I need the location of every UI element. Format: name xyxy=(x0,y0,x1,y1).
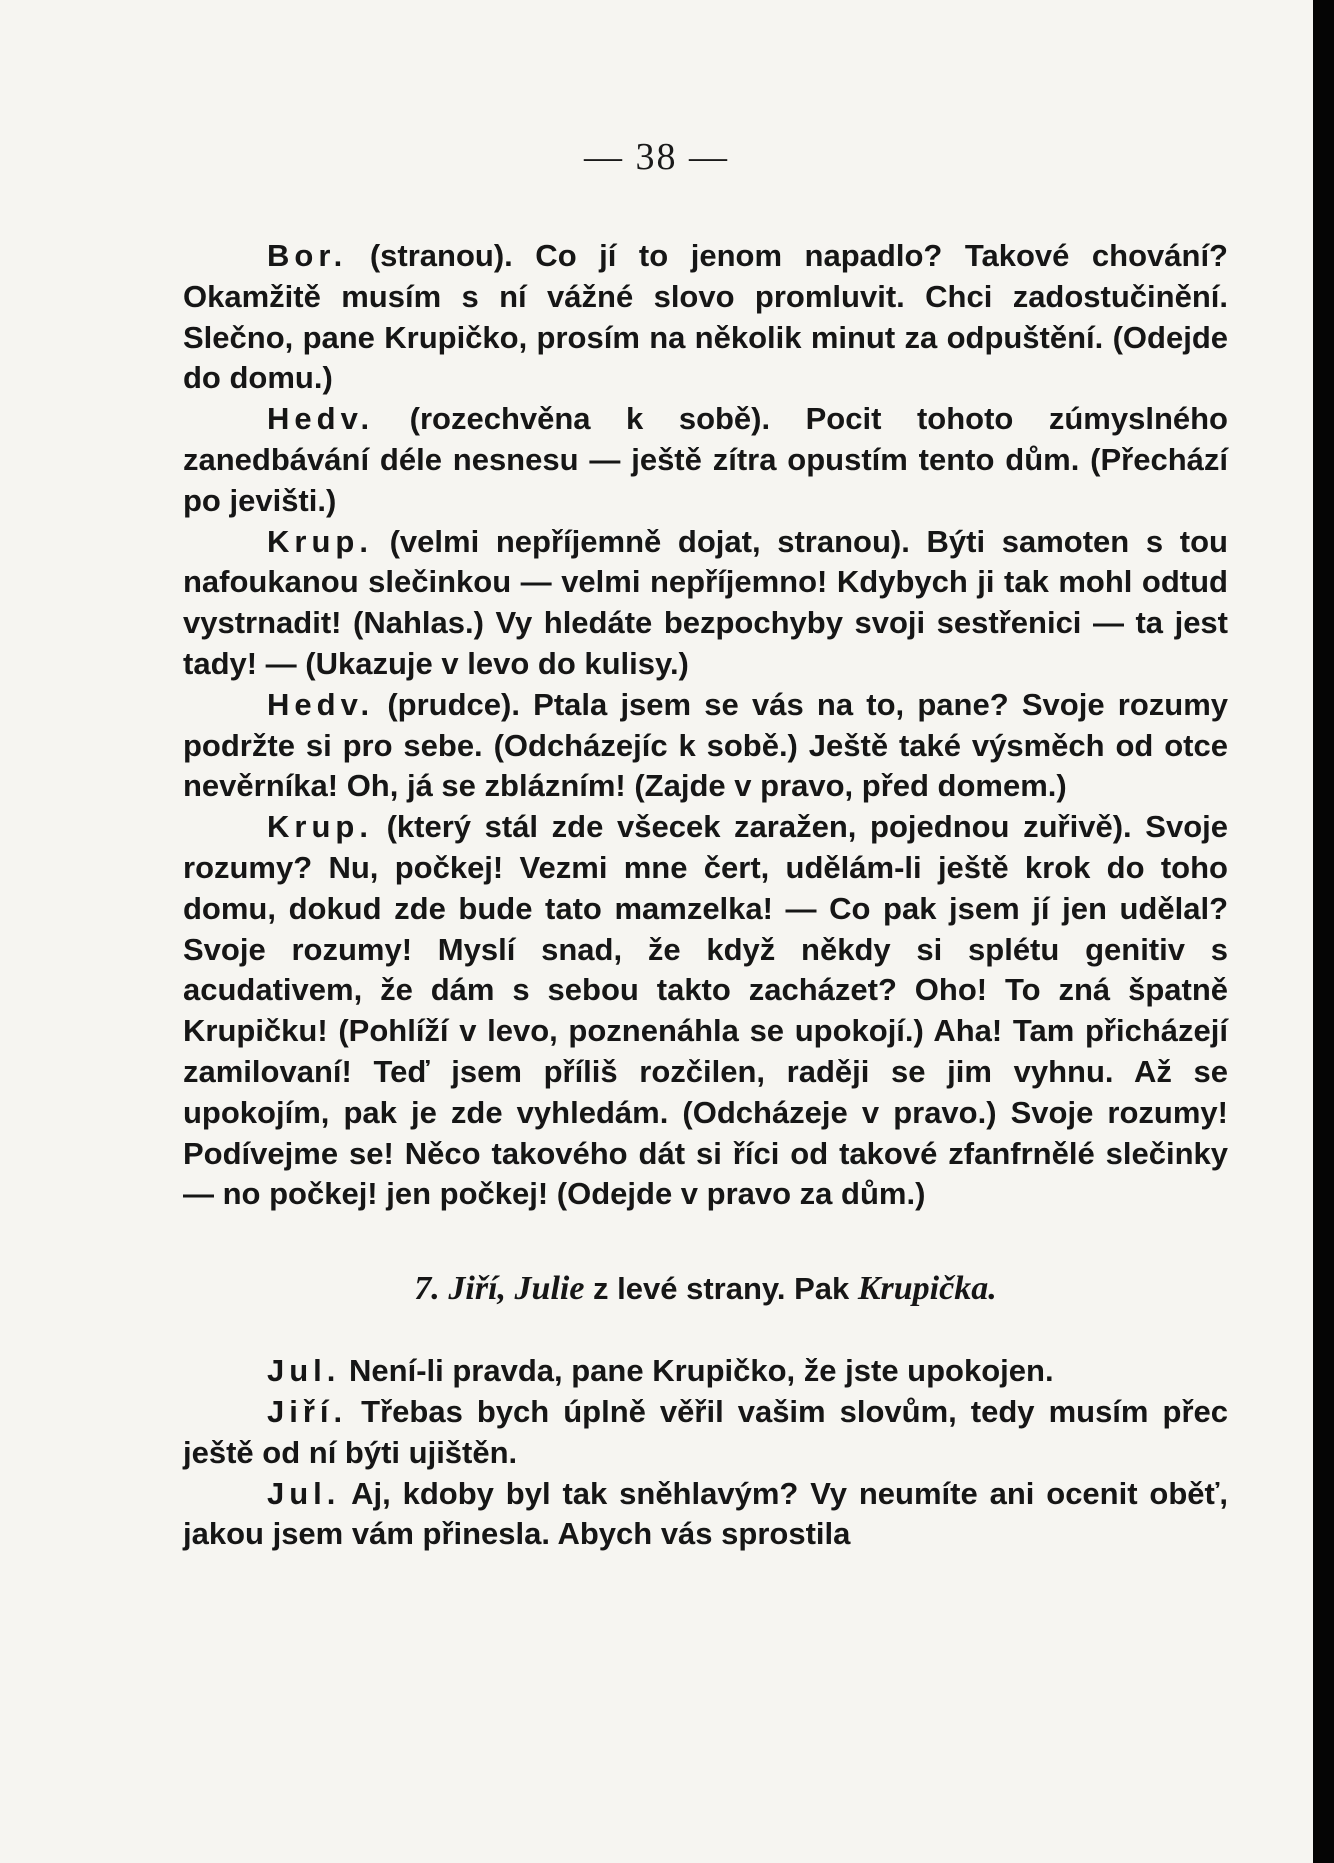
paragraph-text: (prudce). Ptala jsem se vás na to, pane? Svoje rozumy podržte si pro sebe. (Odcházejíc k sobě.) Ještě také výsměch od otce nevěrníka! Oh, já se zblázním! (Zajde v pravo, před domem.) xyxy=(183,686,1228,804)
scan-edge xyxy=(1313,0,1334,1863)
speaker-name: Jul. xyxy=(267,1475,341,1511)
paragraph-text: (rozechvěna k sobě). Pocit tohoto zúmyslného zanedbávání déle nesnesu — ještě zítra opustím tento dům. (Přechází po jevišti.) xyxy=(183,401,1228,518)
paragraph-text: Není-li pravda, pane Krupičko, že jste upokojen. xyxy=(340,1353,1054,1389)
speaker-name: Krup. xyxy=(267,523,373,559)
paragraph xyxy=(183,807,1228,1215)
scene-heading xyxy=(183,1269,1228,1309)
paragraph xyxy=(183,236,1228,399)
paragraph xyxy=(183,1351,1228,1392)
paragraph xyxy=(183,685,1228,807)
paragraph xyxy=(183,399,1228,521)
paragraph xyxy=(183,1474,1228,1556)
speaker-name: Hedv. xyxy=(267,686,375,722)
speaker-name: Jul. xyxy=(267,1353,341,1389)
paragraph-text: (který stál zde všecek zaražen, pojednou zuřivě). Svoje rozumy? Nu, počkej! Vezmi mne čert, udělám-li ještě krok do toho domu, dokud zde bude tato mamzelka! — Co pak jsem jí jen udělal? Svoje rozumy! Myslí snad, že když někdy si splétu genitiv s acudativem, že dám s sebou takto zacházet? Oho! To zná špatně Krupičku! (Pohlíží v levo, poznenáhla se upokojí.) Aha! Tam přicházejí zamilovaní! Teď jsem příliš rozčilen, raději se jim vyhnu. Až se upokojím, pak je zde vyhledám. (Odcházeje v pravo.) Svoje rozumy! Podívejme se! Něco takového dát si říci od takové zfanfrnělé slečinky — no počkej! jen počkej! (Odejde v pravo za dům.) xyxy=(183,809,1228,1212)
paragraph-text: Aj, kdoby byl tak sněhlavým? Vy neumíte ani ocenit oběť, jakou jsem vám přinesla. Abych vás sprostila xyxy=(183,1475,1228,1552)
speaker-name: Krup. xyxy=(267,809,373,845)
speaker-name: Bor. xyxy=(267,238,348,273)
page-body xyxy=(183,236,1228,1555)
page-number: — 38 — xyxy=(584,136,729,178)
scene-direction: z levé strany. Pak xyxy=(584,1271,858,1307)
paragraph xyxy=(183,1392,1228,1474)
scene-names: Jiří, Julie xyxy=(448,1270,585,1308)
paragraph-text: (stranou). Co jí to jenom napadlo? Takové chování? Okamžitě musím s ní vážné slovo promluvit. Chci zadostučinění. Slečno, pane Krupičko, prosím na několik minut za odpuštění. (Odejde do domu.) xyxy=(183,238,1228,396)
paragraph-text: (velmi nepříjemně dojat, stranou). Býti samoten s tou nafoukanou slečinkou — velmi nepříjemno! Kdybych ji tak mohl odtud vystrnadit! (Nahlas.) Vy hledáte bezpochyby svoji sestřenici — ta jest tady! — (Ukazuje v levo do kulisy.) xyxy=(183,523,1228,681)
scene-last-name: Krupička. xyxy=(857,1270,997,1308)
speaker-name: Jiří. xyxy=(267,1393,348,1429)
paragraph xyxy=(183,522,1228,685)
paragraph-text: Třebas bych úplně věřil vašim slovům, tedy musím přec ještě od ní býti ujištěn. xyxy=(183,1393,1228,1470)
speaker-name: Hedv. xyxy=(267,401,375,437)
scene-number: 7. xyxy=(414,1270,440,1308)
